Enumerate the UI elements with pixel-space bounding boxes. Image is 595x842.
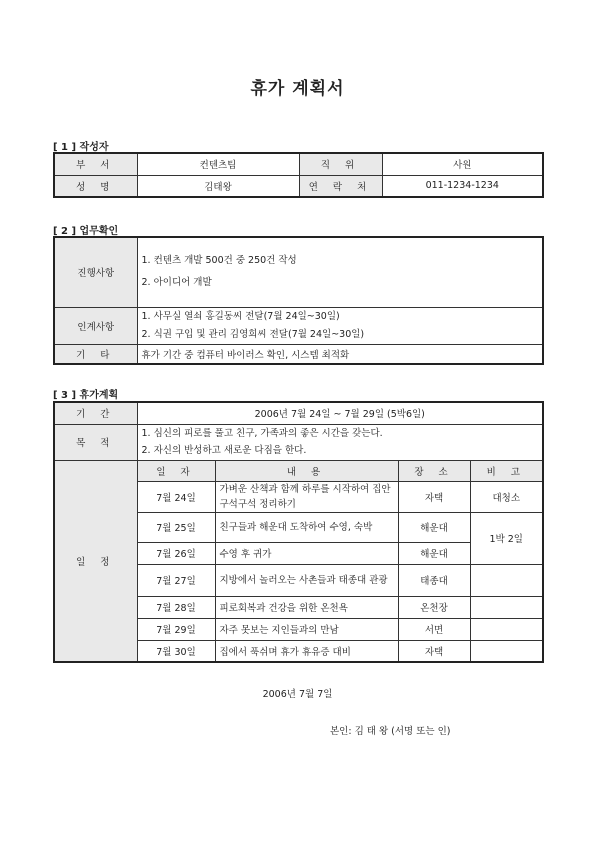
position-label: 직 위 <box>299 153 382 175</box>
section3-heading: [ 3 ] 휴가계획 <box>53 390 119 401</box>
dept-label: 부 서 <box>54 153 137 175</box>
row-place: 자택 <box>398 481 470 512</box>
row-place: 서면 <box>398 618 470 640</box>
progress-label: 진행사항 <box>54 237 137 307</box>
position-value: 사원 <box>382 153 543 175</box>
row-note <box>470 640 543 662</box>
column-header: 일 자 <box>137 460 215 481</box>
vacation-table <box>53 401 544 663</box>
work-table <box>53 236 544 365</box>
section1-heading: [ 1 ] 작성자 <box>53 142 109 153</box>
signature-line: 본인: 김 태 왕 (서명 또는 인) <box>330 726 451 737</box>
row-date: 7월 24일 <box>137 481 215 512</box>
row-content: 집에서 푹쉬며 휴가 휴유증 대비 <box>215 640 398 662</box>
name-label: 성 명 <box>54 175 137 197</box>
row-date: 7월 25일 <box>137 512 215 542</box>
column-header: 내 용 <box>215 460 398 481</box>
row-content: 지방에서 놀러오는 사촌들과 태종대 관광 <box>215 564 398 596</box>
row-note: 대청소 <box>470 481 543 512</box>
column-header: 비 고 <box>470 460 543 481</box>
contact-value: 011-1234-1234 <box>382 175 543 197</box>
handover-item: 1. 사무실 열쇠 홍길동씨 전달(7월 24일~30일) <box>141 310 340 322</box>
row-content: 친구들과 해운대 도착하여 수영, 숙박 <box>215 512 398 542</box>
row-place: 해운대 <box>398 542 470 564</box>
etc-label: 기 타 <box>54 344 137 364</box>
row-date: 7월 27일 <box>137 564 215 596</box>
purpose-label: 목 적 <box>54 424 137 460</box>
period-label: 기 간 <box>54 402 137 424</box>
schedule-label: 일 정 <box>54 460 137 662</box>
row-place: 자택 <box>398 640 470 662</box>
period-value: 2006년 7월 24일 ~ 7월 29일 (5박6일) <box>137 402 543 424</box>
row-note <box>470 618 543 640</box>
document-title: 휴가 계획서 <box>250 79 345 99</box>
name-value: 김태왕 <box>137 175 299 197</box>
row-date: 7월 29일 <box>137 618 215 640</box>
dept-value: 컨텐츠팀 <box>137 153 299 175</box>
row-content: 피로회복과 건강을 위한 온천욕 <box>215 596 398 618</box>
row-date: 7월 26일 <box>137 542 215 564</box>
row-place: 온천장 <box>398 596 470 618</box>
row-date: 7월 30일 <box>137 640 215 662</box>
column-header: 장 소 <box>398 460 470 481</box>
row-date: 7월 28일 <box>137 596 215 618</box>
row-content: 수영 후 귀가 <box>215 542 398 564</box>
etc-value: 휴가 기간 중 컴퓨터 바이러스 확인, 시스템 최적화 <box>137 344 543 364</box>
row-content: 가벼운 산책과 함께 하루를 시작하여 집안 구석구석 정리하기 <box>215 481 398 512</box>
purpose-item: 1. 심신의 피로를 풀고 친구, 가족과의 좋은 시간을 갖는다. <box>141 428 383 439</box>
row-place: 태종대 <box>398 564 470 596</box>
handover-item: 2. 식권 구입 및 관리 김영희씨 전달(7월 24일~30일) <box>141 328 365 340</box>
document-date: 2006년 7월 7일 <box>262 689 333 700</box>
progress-item: 2. 아이디어 개발 <box>141 277 212 289</box>
purpose-item: 2. 자신의 반성하고 새로운 다짐을 한다. <box>141 445 307 456</box>
progress-item: 1. 컨텐츠 개발 500건 중 250건 작성 <box>141 255 297 267</box>
handover-label: 인계사항 <box>54 307 137 344</box>
row-note <box>470 596 543 618</box>
row-note <box>470 564 543 596</box>
row-place: 해운대 <box>398 512 470 542</box>
author-table <box>53 152 544 198</box>
row-content: 자주 못보는 지인들과의 만남 <box>215 618 398 640</box>
section2-heading: [ 2 ] 업무확인 <box>53 226 119 237</box>
contact-label: 연 락 처 <box>299 175 382 197</box>
row-note: 1박 2일 <box>470 512 543 564</box>
